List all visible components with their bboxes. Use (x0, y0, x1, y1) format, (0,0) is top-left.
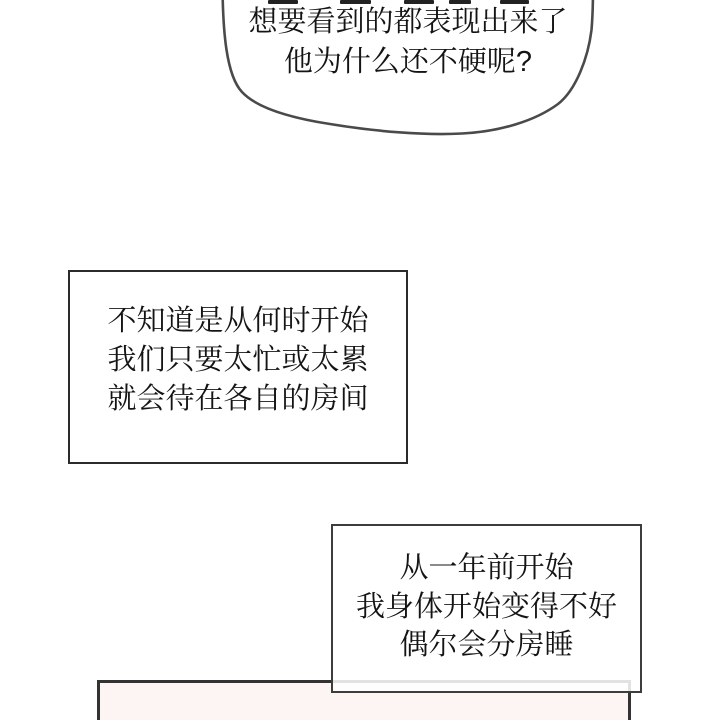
narration-line: 从一年前开始 (399, 552, 574, 584)
speech-bubble-text (208, 2, 608, 82)
narration-line: 偶尔会分房睡 (399, 629, 574, 661)
narration-box-bottom-right-text (331, 549, 642, 665)
cutoff-text-fragment (449, 0, 471, 4)
narration-line: 就会待在各自的房间 (107, 383, 369, 415)
narration-line: 我们只要太忙或太累 (107, 344, 369, 376)
narration-box-top-text (68, 302, 408, 419)
cutoff-text-fragment (340, 0, 371, 4)
cutoff-text-fragment (404, 0, 434, 4)
cutoff-text-fragment (500, 0, 529, 4)
narration-line: 不知道是从何时开始 (107, 305, 369, 337)
narration-line: 我身体开始变得不好 (355, 590, 617, 623)
cutoff-text-fragment (268, 0, 298, 4)
speech-bubble-line: 想要看到的都表现出来了 (248, 6, 568, 38)
speech-bubble-line: 他为什么还不硬呢? (283, 46, 533, 78)
